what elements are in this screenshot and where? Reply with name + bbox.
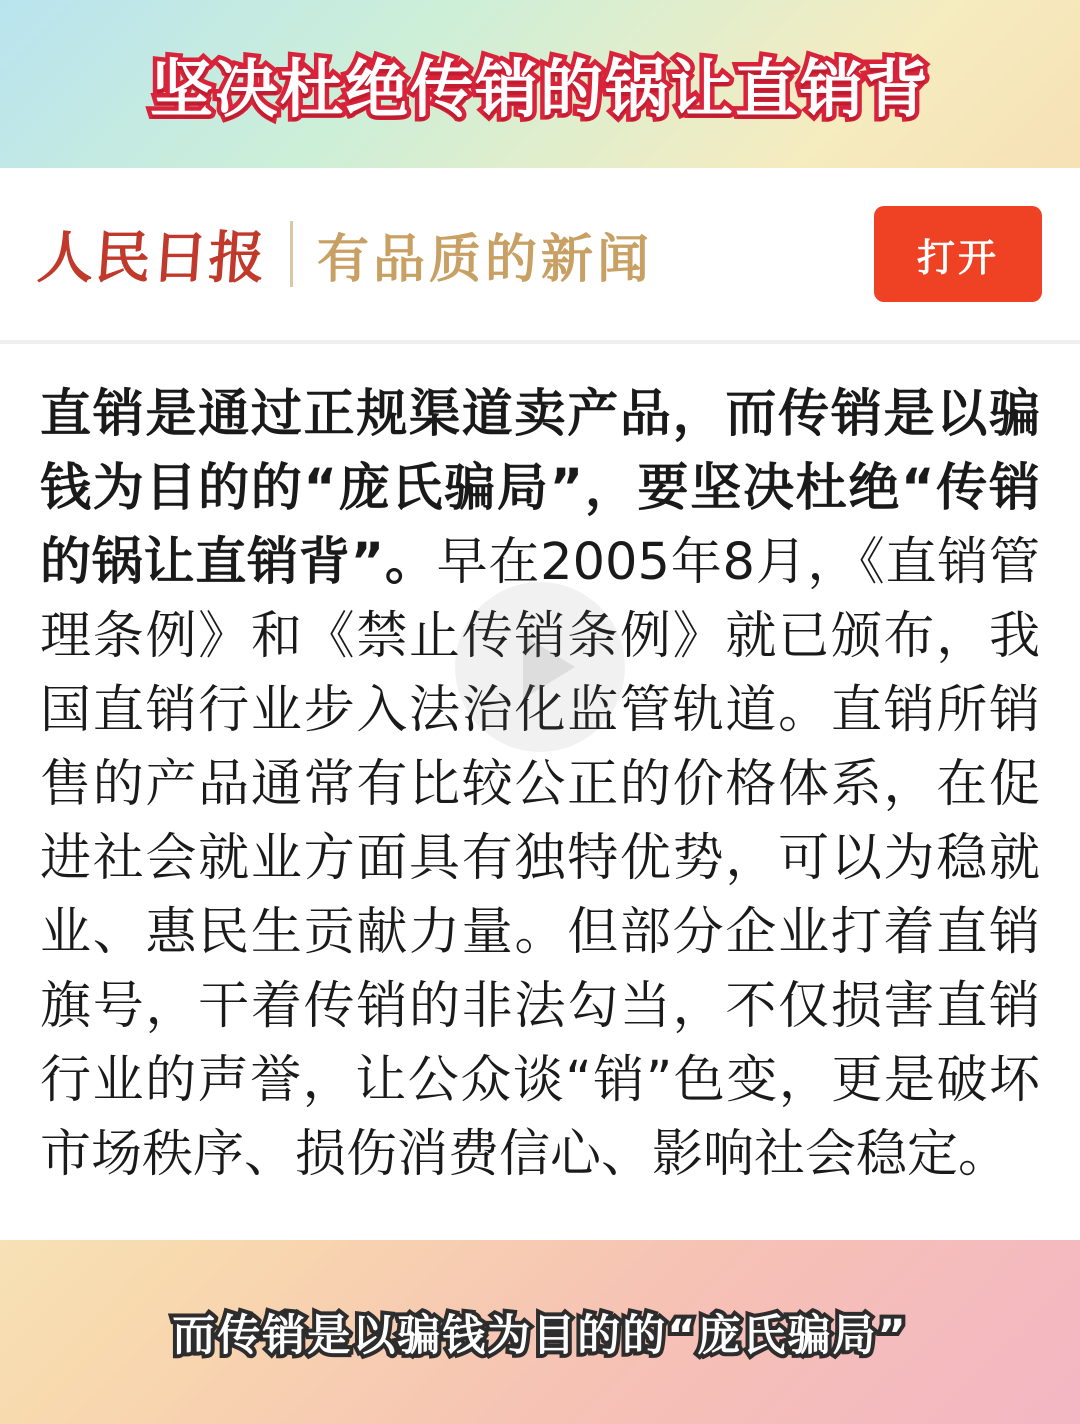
brand (35, 214, 874, 294)
article-rest: 早在2005年8月，《直销管理条例》和《禁止传销条例》就已颁布，我国直销行业步入法治化监管轨道。直销所销售的产品通常有比较公正的价格体系，在促进社会就业方面具有独特优势，可以为稳就业、惠民生贡献力量。但部分企业打着直销旗号，干着传销的非法勾当，不仅损害直销行业的声誉，让公众谈“销”色变，更是破坏市场秩序、损伤消费信心、影响社会稳定。 (40, 533, 1040, 1184)
article-paragraph (40, 378, 1040, 1192)
article-lead: 直销是通过正规渠道卖产品，而传销是以骗钱为目的的“庞氏骗局”，要坚决杜绝“传销的锅让直销背”。 (40, 385, 1040, 592)
caption-text: 而传销是以骗钱为目的的“庞氏骗局” (172, 1310, 908, 1361)
banner-title: 坚决杜绝传销的锅让直销背 (150, 52, 930, 126)
publisher-slogan: 有品质的新闻 (317, 229, 654, 290)
publisher-logo: 人民日报 (35, 225, 269, 291)
article-body (0, 344, 1080, 1192)
news-card (0, 168, 1080, 1240)
card-header (0, 168, 1080, 340)
bottom-caption-area (0, 1240, 1080, 1424)
open-button[interactable]: 打开 (874, 206, 1042, 302)
brand-divider (290, 221, 293, 287)
top-banner (0, 0, 1080, 168)
